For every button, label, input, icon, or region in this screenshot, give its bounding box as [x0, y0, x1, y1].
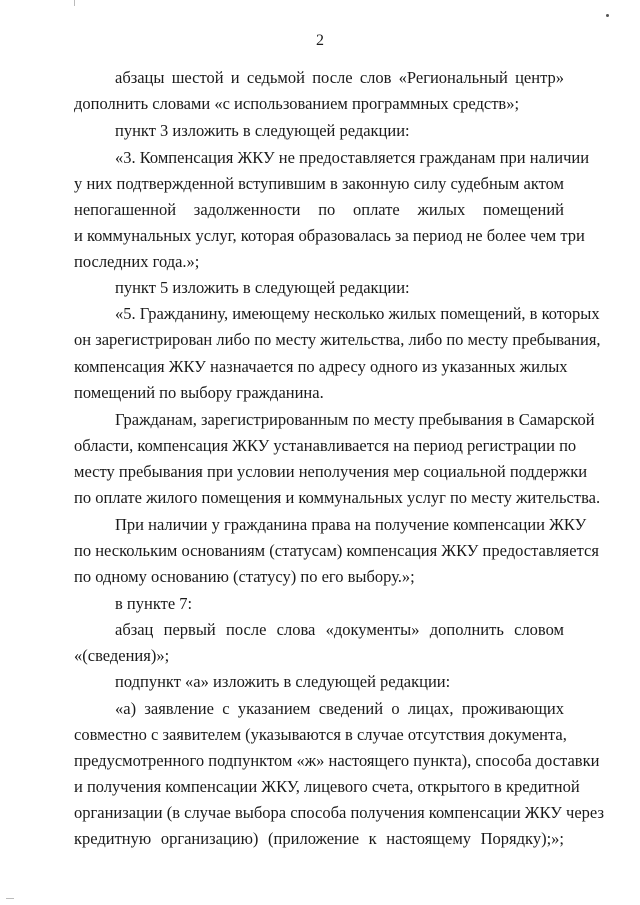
page-number: 2	[316, 32, 324, 49]
text-line: «(сведения)»;	[74, 646, 170, 665]
scan-edge-mark	[6, 898, 14, 899]
text-line: При наличии у гражданина права на получение компенсации ЖКУ	[115, 515, 587, 534]
text-line: кредитную организацию) (приложение к настоящему Порядку);»;	[74, 829, 564, 848]
text-line: организации (в случае выбора способа получения компенсации ЖКУ через	[74, 803, 604, 822]
text-line: дополнить словами «с использованием программных средств»;	[74, 94, 520, 113]
text-line: абзац первый после слова «документы» дополнить словом	[115, 620, 564, 639]
text-line: по оплате жилого помещения и коммунальных услуг по месту жительства.	[74, 488, 601, 507]
scan-edge-mark	[74, 0, 75, 6]
text-line: у них подтвержденной вступившим в законную силу судебным актом	[74, 174, 564, 193]
text-line: «а) заявление с указанием сведений о лицах, проживающих	[115, 699, 564, 718]
text-line: компенсация ЖКУ назначается по адресу одного из указанных жилых	[74, 357, 568, 376]
text-line: по нескольким основаниям (статусам) компенсация ЖКУ предоставляется	[74, 541, 599, 560]
text-line: совместно с заявителем (указываются в случае отсутствия документа,	[74, 725, 567, 744]
text-line: и коммунальных услуг, которая образовалась за период не более чем три	[74, 226, 585, 245]
text-line: подпункт «а» изложить в следующей редакции:	[115, 672, 451, 691]
text-line: месту пребывания при условии неполучения мер социальной поддержки	[74, 462, 588, 481]
text-line: «3. Компенсация ЖКУ не предоставляется гражданам при наличии	[115, 148, 590, 167]
text-line: абзацы шестой и седьмой после слов «Региональный центр»	[115, 68, 564, 87]
text-line: по одному основанию (статусу) по его выбору.»;	[74, 567, 415, 586]
text-line: непогашенной задолженности по оплате жилых помещений	[74, 200, 564, 219]
text-line: в пункте 7:	[115, 594, 193, 613]
text-line: предусмотренного подпунктом «ж» настоящего пункта), способа доставки	[74, 751, 600, 770]
scan-speck	[606, 14, 609, 17]
text-line: пункт 3 изложить в следующей редакции:	[115, 121, 410, 140]
text-line: «5. Гражданину, имеющему несколько жилых помещений, в которых	[115, 304, 600, 323]
text-line: помещений по выбору гражданина.	[74, 383, 324, 402]
text-line: Гражданам, зарегистрированным по месту пребывания в Самарской	[115, 410, 595, 429]
text-line: он зарегистрирован либо по месту жительства, либо по месту пребывания,	[74, 330, 601, 349]
text-line: области, компенсация ЖКУ устанавливается на период регистрации по	[74, 436, 577, 455]
text-line: последних года.»;	[74, 252, 200, 271]
text-line: и получения компенсации ЖКУ, лицевого счета, открытого в кредитной	[74, 777, 580, 796]
text-line: пункт 5 изложить в следующей редакции:	[115, 278, 410, 297]
